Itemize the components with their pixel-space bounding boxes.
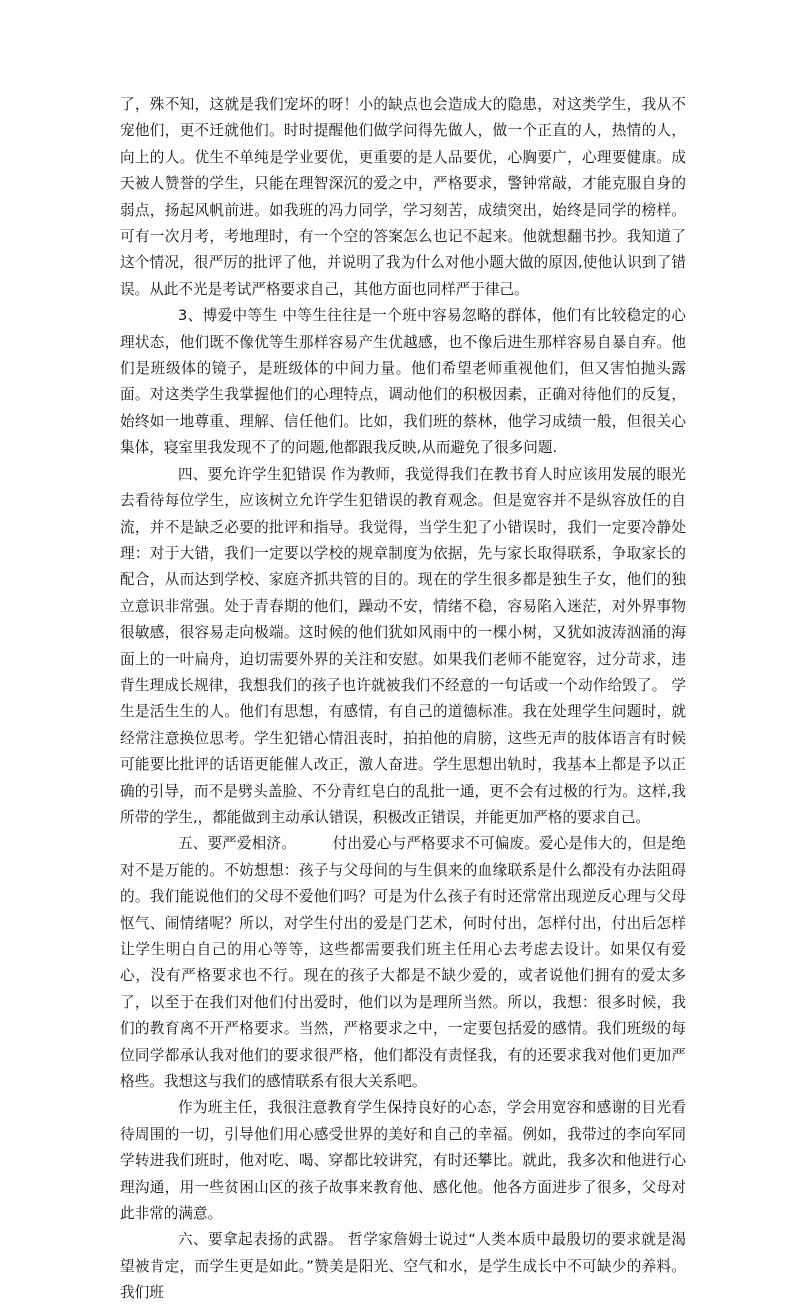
document-page [120,92,686,1307]
paragraph-5: 作为班主任，我很注意教育学生保持良好的心态，学会用宽容和感谢的目光看待周围的一切，引导他们用心感受世界的美好和自己的幸福。例如，我带过的李向军同学转进我们班时，他对吃、喝、穿都比较讲究，有时还攀比。就此，我多次和他进行心理沟通，用一些贫困山区的孩子故事来教育他、感化他。他各方面进步了很多，父母对此非常的满意。 [120,1099,686,1223]
paragraph-2: 3、博爱中等生 中等生往往是一个班中容易忽略的群体，他们有比较稳定的心理状态，他们既不像优等生那样容易产生优越感，也不像后进生那样容易自暴自弃。他们是班级体的镜子，是班级体的中间力量。他们希望老师重视他们，但又害怕抛头露面。对这类学生我掌握他们的心理特点，调动他们的积极因素，正确对待他们的反复，始终如一地尊重、理解、信任他们。比如，我们班的蔡林，他学习成绩一般，但很关心集体，寝室里我发现不了的问题,他都跟我反映,从而避免了很多问题. [120,307,686,457]
paragraph-1: 了，殊不知，这就是我们宠坏的呀！小的缺点也会造成大的隐患，对这类学生，我从不宠他们，更不迁就他们。时时提醒他们做学问得先做人，做一个正直的人，热情的人，向上的人。优生不单纯是学业要优，更重要的是人品要优，心胸要广，心理要健康。成天被人赞誉的学生，只能在理智深沉的爱之中，严格要求，警钟常敲，才能克服自身的弱点，扬起风帆前进。如我班的冯力同学，学习刻苦，成绩突出，始终是同学的榜样。可有一次月考，考地理时，有一个空的答案怎么也记不起来。他就想翻书抄。我知道了这个情况，很严厉的批评了他，并说明了我为什么对他小题大做的原因,使他认识到了错误。从此不光是考试严格要求自己，其他方面也同样严于律己。 [120,96,686,298]
paragraph-6: 六、要拿起表扬的武器。 哲学家詹姆士说过“人类本质中最殷切的要求就是渴望被肯定，而学生更是如此。”赞美是阳光、空气和水，是学生成长中不可缺少的养料。我们班 [120,1231,686,1302]
paragraph-4: 五、要严爱相济。 付出爱心与严格要求不可偏废。爱心是伟大的，但是绝对不是万能的。不妨想想：孩子与父母间的与生俱来的血缘联系是什么都没有办法阻碍的。我们能说他们的父母不爱他们吗？可是为什么孩子有时还常常出现逆反心理与父母怄气、闹情绪呢？所以，对学生付出的爱是门艺术，何时付出，怎样付出，付出后怎样让学生明白自己的用心等等，这些都需要我们班主任用心去考虑去设计。如果仅有爱心，没有严格要求也不行。现在的孩子大都是不缺少爱的，或者说他们拥有的爱太多了，以至于在我们对他们付出爱时，他们以为是理所当然。所以，我想：很多时候，我们的教育离不开严格要求。当然，严格要求之中，一定要包括爱的感情。我们班级的每位同学都承认我对他们的要求很严格，他们都没有责怪我，有的还要求我对他们更加严格些。我想这与我们的感情联系有很大关系吧。 [120,835,686,1091]
paragraph-3: 四、要允许学生犯错误 作为教师，我觉得我们在教书育人时应该用发展的眼光去看待每位学生，应该树立允许学生犯错误的教育观念。但是宽容并不是纵容放任的自流，并不是缺乏必要的批评和指导。我觉得，当学生犯了小错误时，我们一定要冷静处理：对于大错，我们一定要以学校的规章制度为依据，先与家长取得联系，争取家长的配合，从而达到学校、家庭齐抓共管的目的。现在的学生很多都是独生子女，他们的独立意识非常强。处于青春期的他们，躁动不安，情绪不稳，容易陷入迷茫，对外界事物很敏感，很容易走向极端。这时候的他们犹如风雨中的一棵小树，又犹如波涛汹涌的海面上的一叶扁舟，迫切需要外界的关注和安慰。如果我们老师不能宽容，过分苛求，违背生理成长规律，我想我们的孩子也许就被我们不经意的一句话或一个动作给毁了。 学生是活生生的人。他们有思想，有感情，有自己的道德标准。我在处理学生问题时，就经常注意换位思考。学生犯错心情沮丧时，拍拍他的肩膀，这些无声的肢体语言有时候可能要比批评的话语更能催人改正，激人奋进。学生思想出轨时，我基本上都是予以正确的引导，而不是劈头盖脸、不分青红皂白的乱批一通，更不会有过极的行为。这样,我所带的学生,，都能做到主动承认错误，积极改正错误，并能更加严格的要求自己。 [120,465,686,826]
